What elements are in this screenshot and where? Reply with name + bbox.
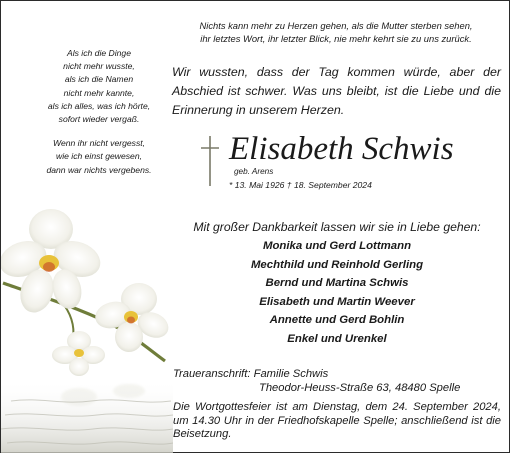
- poem-stanza-2: [15, 137, 183, 177]
- deceased-name: Elisabeth Schwis: [229, 131, 454, 167]
- mourning-address: [173, 367, 503, 395]
- poem-line: Als ich die Dinge: [66, 48, 131, 58]
- poem: [15, 47, 183, 177]
- poem-line: dann war nichts vergebens.: [46, 164, 152, 175]
- mourner-row: Bernd und Martina Schwis: [265, 277, 409, 290]
- maiden-name: geb. Arens: [234, 167, 274, 176]
- orchid-flower-image: [1, 201, 173, 453]
- mourner-row: Annette und Gerd Bohlin: [269, 314, 405, 327]
- poem-line: wie ich einst gewesen,: [56, 151, 142, 162]
- mourner-row: Mechthild und Reinhold Gerling: [250, 258, 424, 271]
- mourner-row: Monika und Gerd Lottmann: [262, 240, 412, 252]
- top-quote: [171, 19, 501, 45]
- thanks-text: Mit großer Dankbarkeit lassen wir sie in Liebe gehen:: [193, 220, 481, 234]
- mourner-row: Elisabeth und Martin Weever: [259, 295, 415, 308]
- address-line-1: Traueranschrift: Familie Schwis: [173, 368, 329, 380]
- poem-stanza-1: [15, 47, 183, 126]
- life-dates: * 13. Mai 1926 † 18. September 2024: [229, 180, 372, 190]
- mourner-row: Enkel und Urenkel: [287, 332, 387, 345]
- poem-line: als ich alles, was ich hörte,: [47, 100, 151, 111]
- top-quote-line-1: Nichts kann mehr zu Herzen gehen, als die Mutter sterben sehen,: [199, 20, 473, 31]
- address-line-2: Theodor-Heuss-Straße 63, 48480 Spelle: [259, 382, 461, 394]
- mourners-list: [173, 237, 501, 349]
- poem-line: nicht mehr kannte,: [63, 87, 135, 98]
- cross-icon: [199, 135, 221, 187]
- poem-line: sofort wieder vergaß.: [58, 114, 140, 125]
- top-quote-line-2: ihr letztes Wort, ihr letzter Blick, nie mehr kehrt sie zu uns zurück.: [200, 33, 472, 44]
- poem-line: nicht mehr wusste,: [63, 61, 135, 72]
- poem-line: Wenn ihr nicht vergesst,: [52, 138, 146, 149]
- poem-line: als ich die Namen: [64, 74, 134, 85]
- intro-text: Wir wussten, dass der Tag kommen würde, aber der Abschied ist schwer. Was uns bleibt, ist die Liebe und die Erinnerung in unserem Herzen.: [172, 65, 501, 117]
- service-text: Die Wortgottesfeier ist am Dienstag, dem 24. September 2024, um 14.30 Uhr in der Friedhofskapelle Spelle; anschließend ist die Beisetzung.: [173, 401, 501, 441]
